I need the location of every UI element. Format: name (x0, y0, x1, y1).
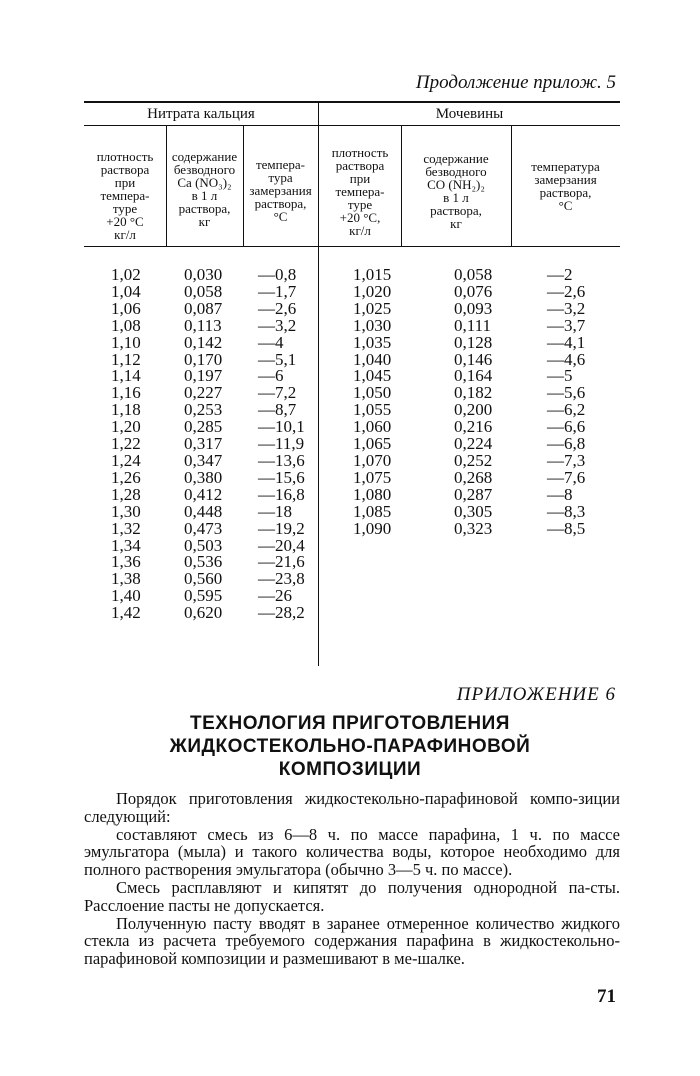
table-cell: 1,070 (353, 450, 392, 470)
table-cell: —3,2 (547, 298, 586, 318)
table-cell: —8 (547, 484, 573, 504)
table-cell: 0,058 (454, 265, 493, 284)
column-header-urea-density: плотность раствора при темпера- туре +20 °С, кг/л (331, 145, 389, 238)
table-cell: —8,3 (547, 501, 586, 521)
table-cell: 1,025 (353, 298, 392, 318)
table-cell: —16,8 (258, 484, 305, 504)
table-cell: 0,347 (184, 450, 223, 470)
table-cell: 1,22 (111, 434, 141, 454)
table-cell: 0,448 (184, 501, 223, 521)
table-cell: 0,030 (184, 265, 223, 284)
table-cell: 1,20 (111, 417, 141, 437)
table-cell: —6 (258, 366, 284, 386)
table-cell: —7,3 (547, 450, 586, 470)
table-cell: 0,224 (454, 434, 493, 454)
table-cell: 0,536 (184, 552, 223, 572)
table-cell: 1,36 (111, 552, 141, 572)
table-cell: —3,2 (258, 315, 297, 335)
table-cell: 1,38 (111, 569, 141, 589)
table-cell: 0,268 (454, 467, 493, 487)
calcium-density-column (111, 267, 141, 622)
appendix-label: ПРИЛОЖЕНИЕ 6 (456, 684, 616, 705)
table-cell: —28,2 (258, 603, 305, 623)
continuation-header: Продолжение прилож. 5 (415, 72, 616, 93)
table-cell: 1,04 (111, 281, 141, 301)
table-cell: 0,076 (454, 281, 493, 301)
table-cell: 0,473 (184, 518, 223, 538)
table-cell: 0,227 (184, 383, 223, 403)
table-cell: 1,26 (111, 467, 141, 487)
table-cell: —4 (258, 332, 284, 352)
table-cell: 1,045 (353, 366, 392, 386)
table-cell: —8,5 (547, 518, 586, 538)
table-cell: 0,595 (184, 586, 223, 606)
appendix-title (0, 712, 700, 781)
paragraph: составляют смесь из 6—8 ч. по массе парафина, 1 ч. по массе эмульгатора (мыла) и такого количества воды, которое необходимо для полного растворения эмульгатора (обычно 3—5 ч. по массе). (84, 824, 620, 880)
table-cell: —6,8 (547, 434, 586, 454)
table-cell: —26 (258, 586, 292, 606)
table-cell: 1,28 (111, 484, 141, 504)
table-cell: 0,142 (184, 332, 223, 352)
table-cell: 0,620 (184, 603, 223, 623)
title-line: ТЕХНОЛОГИЯ ПРИГОТОВЛЕНИЯ (190, 713, 510, 734)
group-header-urea: Мочевины (435, 106, 504, 122)
table-cell: —6,6 (547, 417, 586, 437)
table-cell: 1,24 (111, 450, 141, 470)
table-cell: 1,075 (353, 467, 392, 487)
group-header-rule (84, 125, 620, 126)
table-cell: —21,6 (258, 552, 305, 572)
table-cell: —4,6 (547, 349, 586, 369)
table-cell: 0,111 (454, 315, 491, 335)
table-cell: 0,170 (184, 349, 223, 369)
table-cell: —2 (547, 265, 573, 284)
table-cell: 0,317 (184, 434, 223, 454)
table-top-rule (84, 101, 620, 103)
paragraph: Полученную пасту вводят в заранее отмеренное количество жидкого стекла из расчета требуемого содержания парафина в жидкостекольно-парафиновой композиции и размешивают в ме-шалке. (84, 913, 620, 969)
table-cell: 1,12 (111, 349, 141, 369)
table-cell: —13,6 (258, 450, 305, 470)
table-cell: 0,164 (454, 366, 493, 386)
table-cell: 0,380 (184, 467, 223, 487)
table-cell: 1,32 (111, 518, 141, 538)
table-cell: 0,200 (454, 400, 493, 420)
column-header-rule (84, 246, 620, 247)
table-cell: —10,1 (258, 417, 305, 437)
table-cell: 0,287 (454, 484, 493, 504)
table-cell: 0,252 (454, 450, 493, 470)
appendix-body (84, 790, 620, 968)
table-cell: 1,08 (111, 315, 141, 335)
table-cell: —5 (547, 366, 573, 386)
column-header-calcium-freezing: темпера- тура замерзания раствора, °С (249, 157, 312, 224)
table-cell: —19,2 (258, 518, 305, 538)
table-cell: 0,216 (454, 417, 493, 437)
table-cell: 0,560 (184, 569, 223, 589)
urea-freezing-column (547, 267, 585, 538)
table-cell: 1,02 (111, 265, 141, 284)
table-cell: 0,058 (184, 281, 223, 301)
table-cell: —18 (258, 501, 292, 521)
table-cell: 0,323 (454, 518, 493, 538)
table-cell: 0,197 (184, 366, 223, 386)
column-header-calcium-content: содержание безводного Ca (NO₃)₂ в 1 л раствора, кг (171, 149, 238, 229)
table-cell: 0,253 (184, 400, 223, 420)
paragraph: Порядок приготовления жидкостекольно-парафиновой компо-зиции следующий: (84, 789, 620, 826)
table-cell: —7,6 (547, 467, 586, 487)
column-header-calcium-density: плотность раствора при темпера- туре +20 °С кг/л (96, 149, 154, 242)
column-header-urea-content: содержание безводного CO (NH₂)₂ в 1 л раствора, кг (423, 151, 489, 231)
table-cell: —2,6 (547, 281, 586, 301)
table-cell: —5,6 (547, 383, 586, 403)
table-cell: 1,16 (111, 383, 141, 403)
urea-density-column (353, 267, 391, 538)
table-cell: —20,4 (258, 535, 305, 555)
table-cell: 1,34 (111, 535, 141, 555)
table-cell: —6,2 (547, 400, 586, 420)
table-cell: 1,10 (111, 332, 141, 352)
title-line: КОМПОЗИЦИИ (278, 759, 422, 780)
table-cell: 1,14 (111, 366, 141, 386)
paragraph: Смесь расплавляют и кипятят до получения однородной па-сты. Расслоение пасты не допускается. (84, 877, 620, 915)
table-cell: —7,2 (258, 383, 297, 403)
table-cell: —8,7 (258, 400, 297, 420)
table-cell: —23,8 (258, 569, 305, 589)
table-cell: 1,30 (111, 501, 141, 521)
table-cell: 0,305 (454, 501, 493, 521)
calcium-freezing-column (258, 267, 305, 622)
table-cell: 0,412 (184, 484, 223, 504)
group-header-calcium-nitrate: Нитрата кальция (147, 106, 255, 122)
table-cell: 0,113 (184, 315, 222, 335)
table-cell: 0,093 (454, 298, 493, 318)
table-cell: 1,050 (353, 383, 392, 403)
table-cell: 1,06 (111, 298, 141, 318)
table-cell: —4,1 (547, 332, 586, 352)
table-cell: —3,7 (547, 315, 586, 335)
table-cell: —5,1 (258, 349, 297, 369)
table-cell: 1,040 (353, 349, 392, 369)
table-cell: 0,087 (184, 298, 223, 318)
table-cell: 0,503 (184, 535, 223, 555)
title-line: ЖИДКОСТЕКОЛЬНО-ПАРАФИНОВОЙ (169, 736, 531, 757)
calcium-content-column (184, 267, 222, 622)
table-cell: 1,055 (353, 400, 392, 420)
table-cell: —11,9 (258, 434, 305, 454)
table-cell: —15,6 (258, 467, 305, 487)
table-cell: 0,128 (454, 332, 493, 352)
table-cell: 1,060 (353, 417, 392, 437)
table-cell: 1,080 (353, 484, 392, 504)
page-number: 71 (597, 986, 616, 1007)
table-cell: —0,8 (258, 265, 297, 284)
table-cell: 1,085 (353, 501, 392, 521)
table-cell: 1,035 (353, 332, 392, 352)
table-cell: 1,065 (353, 434, 392, 454)
table-cell: 1,42 (111, 603, 141, 623)
table-cell: 1,090 (353, 518, 392, 538)
table-cell: 0,146 (454, 349, 493, 369)
column-header-urea-freezing: температура замерзания раствора, °С (531, 159, 600, 213)
table-cell: 0,285 (184, 417, 223, 437)
table-cell: 1,030 (353, 315, 392, 335)
table-cell: —1,7 (258, 281, 297, 301)
table-cell: 1,40 (111, 586, 141, 606)
table-cell: 1,015 (353, 265, 392, 284)
table-cell: —2,6 (258, 298, 297, 318)
table-cell: 0,182 (454, 383, 493, 403)
urea-content-column (454, 267, 492, 538)
table-cell: 1,020 (353, 281, 392, 301)
table-cell: 1,18 (111, 400, 141, 420)
